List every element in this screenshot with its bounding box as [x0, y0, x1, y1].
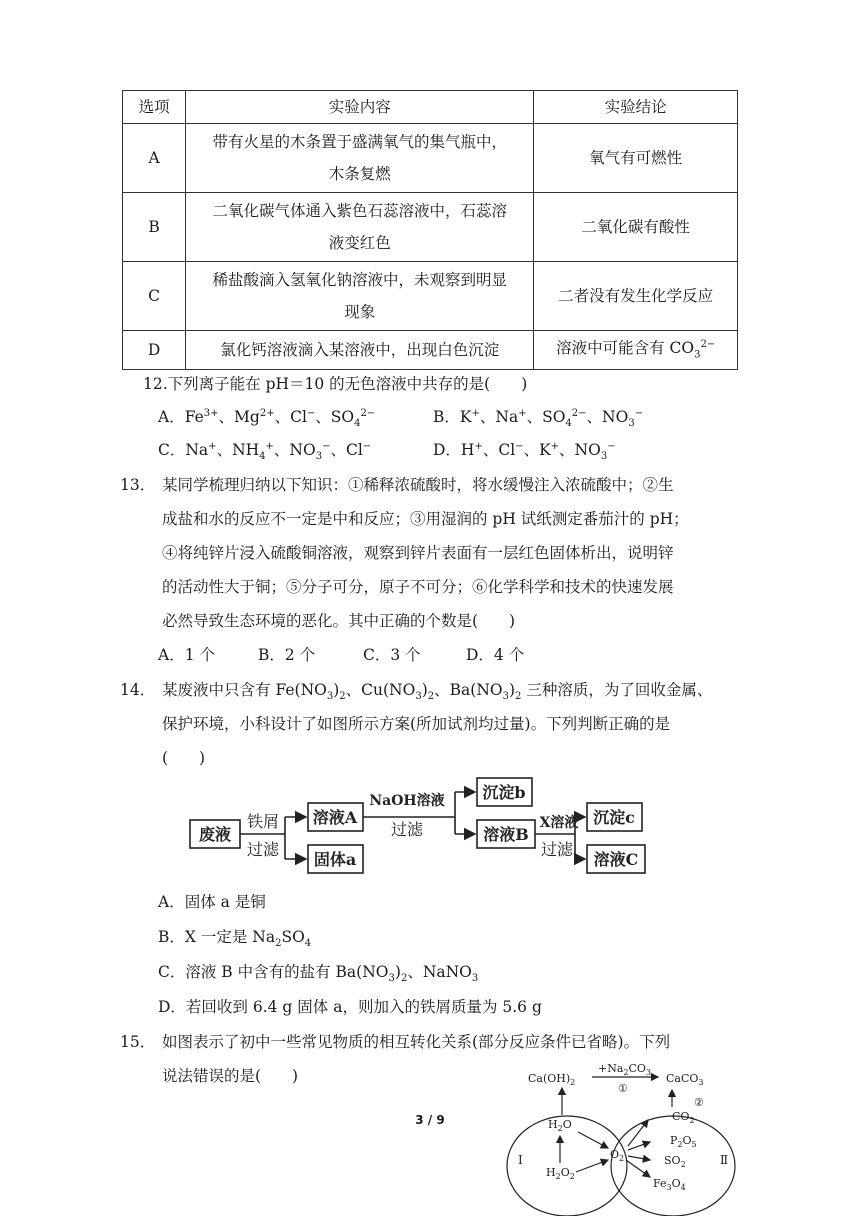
h2o2-label: $H_2O_2$ [546, 1166, 575, 1181]
q14-line1: 某废液中只含有 $Fe(NO_3)_2$、$Cu(NO_3)_2$、$Ba(NO_3)_2$ 三种溶质，为了回收金属、 [162, 681, 713, 703]
reaction-1-label: ① [618, 1082, 628, 1095]
q13-line1: 某同学梳理归纳以下知识：①稀释浓硫酸时，将水缓慢注入浓硫酸中；②生 [162, 476, 674, 494]
table-row [123, 331, 738, 370]
option-cell: B [123, 193, 186, 262]
option-cell: C [123, 262, 186, 331]
conclusion-cell: 二氧化碳有酸性 [534, 193, 738, 262]
zone-2-label: Ⅱ [720, 1153, 729, 1167]
q15-diagram [500, 1060, 740, 1216]
flow-solid-a: 固体a [313, 850, 357, 869]
q12-option-c: C．Na+、$NH_4^+$、$NO_3^-$、Cl− [158, 440, 372, 463]
experiment-table [122, 90, 738, 370]
table-row [123, 124, 738, 193]
q14-number: 14． [120, 681, 156, 699]
q14-option-d: D．若回收到 6.4 g 固体 a，则加入的铁屑质量为 5.6 g [158, 998, 542, 1016]
caoh2-label: $Ca(OH)_2$ [528, 1072, 576, 1087]
content-cell: 二氧化碳气体通入紫色石蕊溶液中，石蕊溶 液变红色 [186, 193, 534, 262]
q15-number: 15． [120, 1033, 156, 1051]
q13-option-b: B．2 个 [258, 646, 316, 664]
q14-option-c: C．溶液 B 中含有的盐有 $Ba(NO_3)_2$、NaNO$_3$ [158, 963, 479, 985]
option-cell: D [123, 331, 186, 370]
flow-reagent1-top: 铁屑 [246, 812, 280, 831]
so2-label: $SO_2$ [664, 1154, 686, 1169]
flow-solution-c: 溶液C [593, 850, 639, 869]
flow-reagent2-bottom: 过滤 [390, 820, 424, 839]
page-number: 3 / 9 [415, 1113, 445, 1127]
q13-number: 13． [120, 476, 156, 494]
q14-line3: ( ) [162, 749, 206, 767]
conclusion-cell: 氧气有可燃性 [534, 124, 738, 193]
conclusion-cell: 溶液中可能含有 $CO_3^{2-}$ [534, 331, 738, 370]
q14-option-a: A．固体 a 是铜 [158, 893, 266, 911]
q13-option-d: D．4 个 [466, 646, 525, 664]
q13-line4: 的活动性大于铜；⑤分子可分，原子不可分；⑥化学科学和技术的快速发展 [162, 578, 674, 596]
table-row [123, 193, 738, 262]
q14-line2: 保护环境，小科设计了如图所示方案(所加试剂均过量)。下列判断正确的是 [162, 715, 671, 733]
flow-reagent1-bottom: 过滤 [246, 840, 280, 859]
q13-option-c: C．3 个 [363, 646, 421, 664]
q12-option-d: D．H+、Cl−、K+、$NO_3^-$ [433, 440, 616, 463]
option-cell: A [123, 124, 186, 193]
flow-reagent3-top: X溶液 [539, 815, 579, 831]
p2o5-label: $P_2O_5$ [670, 1134, 697, 1149]
q12-option-a: A．$Fe^{3+}$、$Mg^{2+}$、Cl−、$SO_4^{2-}$ [158, 407, 376, 430]
fe3o4-label: $Fe_3O_4$ [653, 1177, 686, 1192]
q14-flowchart [185, 775, 675, 880]
q12-option-b: B．K+、Na+、$SO_4^{2-}$、$NO_3^-$ [433, 407, 644, 430]
h2o-label: $H_2O$ [548, 1118, 572, 1133]
header-content: 实验内容 [186, 91, 534, 124]
zone-1-label: Ⅰ [518, 1153, 523, 1167]
q15-line2: 说法错误的是( ) [162, 1067, 299, 1085]
q13-line3: ④将纯锌片浸入硫酸铜溶液，观察到锌片表面有一层红色固体析出，说明锌 [162, 544, 674, 562]
o2-label: $O_2$ [610, 1148, 625, 1163]
flow-precipitate-b: 沉淀b [482, 783, 526, 802]
caco3-label: CaCO$_3$ [666, 1072, 704, 1087]
table-header-row [123, 91, 738, 124]
flow-waste: 废液 [198, 825, 232, 844]
co2-label: $CO_2$ [672, 1110, 695, 1125]
q13-line2: 成盐和水的反应不一定是中和反应；③用湿润的 pH 试纸测定番茄汁的 pH； [162, 510, 689, 528]
q13-line5: 必然导致生态环境的恶化。其中正确的个数是( ) [162, 612, 516, 630]
flow-precipitate-c: 沉淀c [593, 808, 635, 827]
header-option: 选项 [123, 91, 186, 124]
table-row [123, 262, 738, 331]
q12-stem: 12.下列离子能在 pH＝10 的无色溶液中共存的是( ) [143, 375, 528, 393]
flow-reagent2-top: NaOH溶液 [369, 793, 445, 809]
content-cell: 带有火星的木条置于盛满氧气的集气瓶中， 木条复燃 [186, 124, 534, 193]
conclusion-cell: 二者没有发生化学反应 [534, 262, 738, 331]
flow-solution-a: 溶液A [312, 808, 358, 827]
content-cell: 稀盐酸滴入氢氧化钠溶液中，未观察到明显 现象 [186, 262, 534, 331]
na2co3-label: $+Na_2CO_3$ [598, 1062, 652, 1077]
content-cell: 氯化钙溶液滴入某溶液中，出现白色沉淀 [186, 331, 534, 370]
header-conclusion: 实验结论 [534, 91, 738, 124]
flow-reagent3-bottom: 过滤 [540, 840, 574, 859]
flow-solution-b: 溶液B [483, 825, 529, 844]
q13-option-a: A．1 个 [158, 646, 215, 664]
q15-line1: 如图表示了初中一些常见物质的相互转化关系(部分反应条件已省略)。下列 [162, 1033, 671, 1051]
q14-option-b: B．X 一定是 $Na_2SO_4$ [158, 928, 312, 950]
reaction-2-label: ② [694, 1096, 704, 1109]
